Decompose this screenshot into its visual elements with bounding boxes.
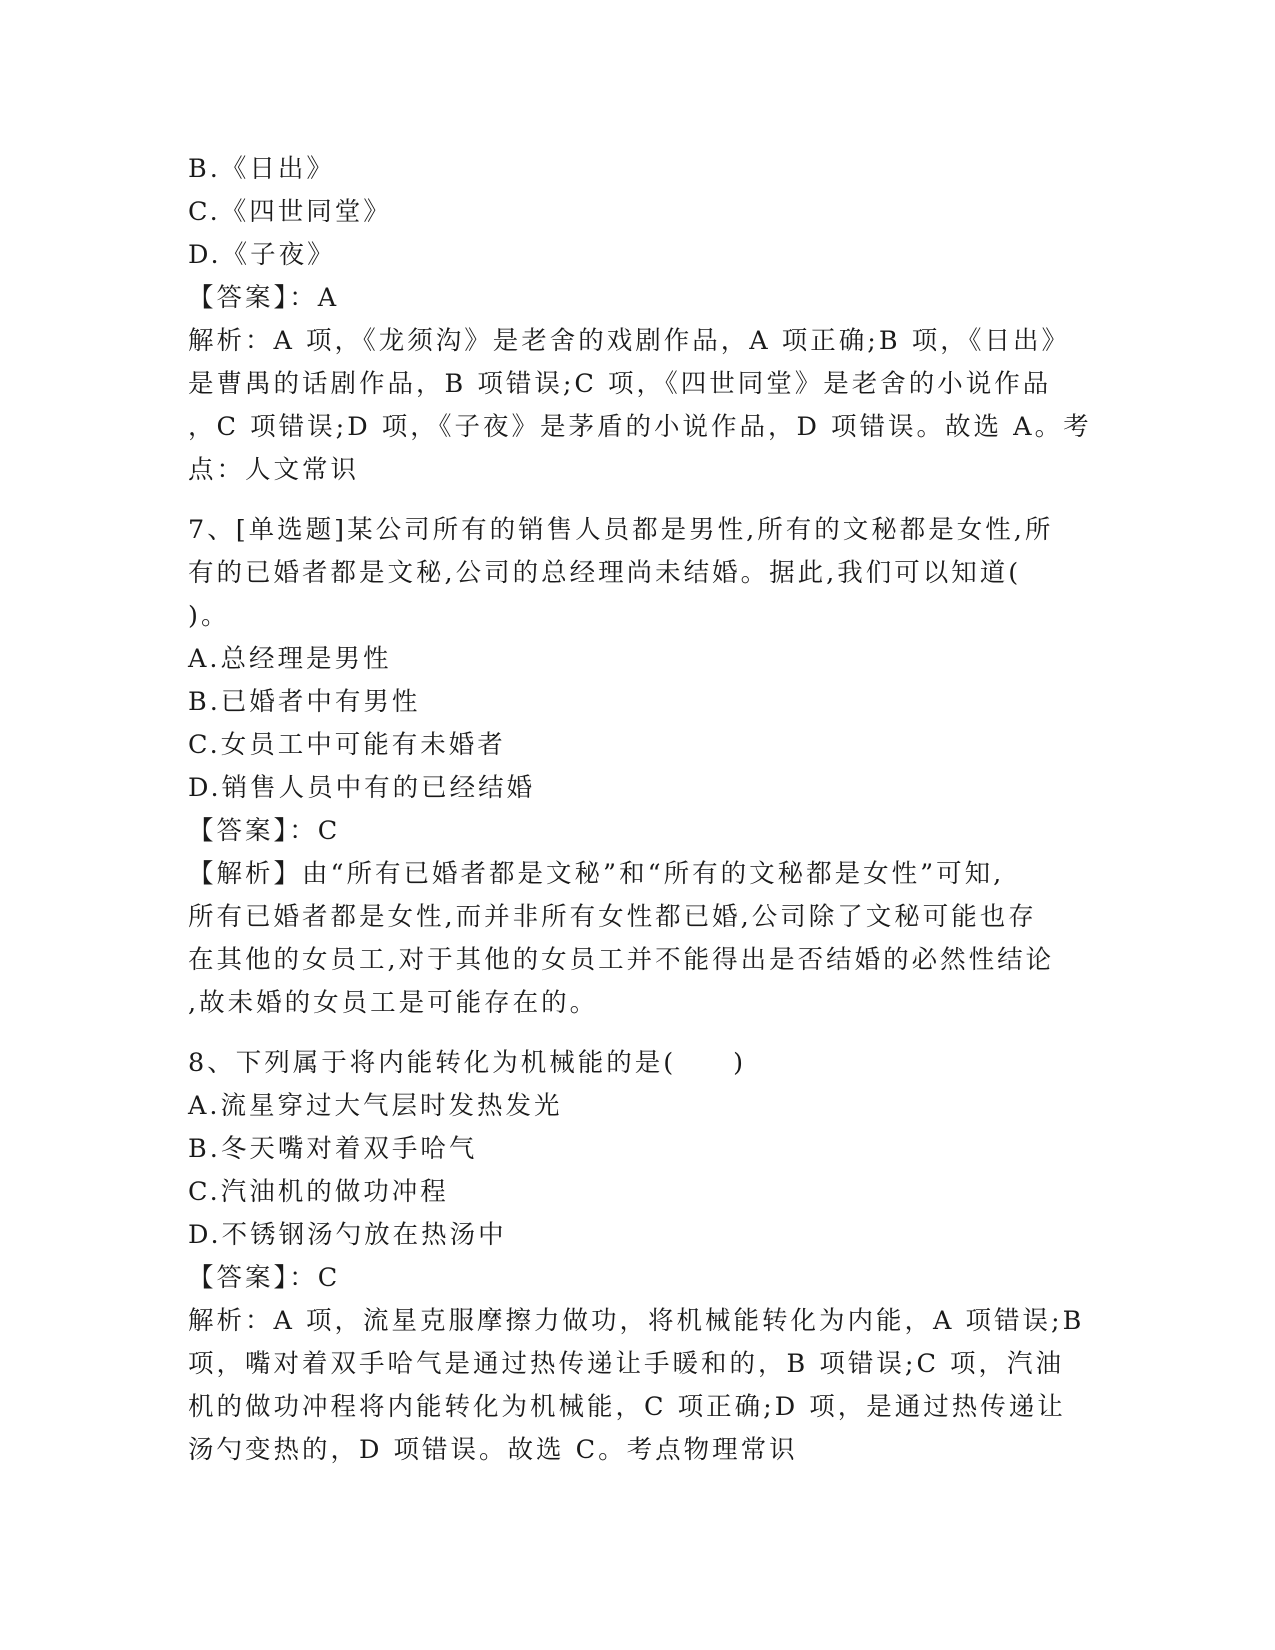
q7-analysis-line-4: ,故未婚的女员工是可能存在的。 <box>188 988 599 1018</box>
q8-analysis-line-2: 项，嘴对着双手哈气是通过热传递让手暖和的，B 项错误;C 项，汽油 <box>188 1349 1065 1379</box>
q6-option-c: C.《四世同堂》 <box>188 197 392 227</box>
q7-analysis-line-2: 所有已婚者都是女性,而并非所有女性都已婚,公司除了文秘可能也存 <box>188 902 1037 932</box>
q8-option-c: C.汽油机的做功冲程 <box>188 1177 449 1207</box>
q6-option-b: B.《日出》 <box>188 154 335 184</box>
q6-answer: 【答案】：A <box>188 283 340 313</box>
q6-option-d: D.《子夜》 <box>188 240 336 270</box>
q8-option-d: D.不锈钢汤勺放在热汤中 <box>188 1220 507 1250</box>
q7-analysis-line-1: 【解析】由“所有已婚者都是文秘”和“所有的文秘都是女性”可知, <box>188 859 1005 889</box>
q8-answer: 【答案】：C <box>188 1263 341 1293</box>
q7-option-d: D.销售人员中有的已经结婚 <box>188 773 536 803</box>
page-content <box>188 148 1092 1472</box>
q6-analysis-line-3: ，C 项错误;D 项，《子夜》是茅盾的小说作品，D 项错误。故选 A。考 <box>188 412 1092 442</box>
q8-option-b: B.冬天嘴对着双手哈气 <box>188 1134 478 1164</box>
q7-question-line-2: 有的已婚者都是文秘,公司的总经理尚未结婚。据此,我们可以知道( <box>188 558 1022 588</box>
q7-answer: 【答案】：C <box>188 816 341 846</box>
q7-question-line-3: )。 <box>188 601 230 631</box>
q7-question-line-1: 7、[单选题]某公司所有的销售人员都是男性,所有的文秘都是女性,所 <box>188 515 1054 545</box>
q6-analysis-line-4: 点：人文常识 <box>188 455 360 485</box>
section-gap <box>188 1025 1088 1042</box>
q7-option-c: C.女员工中可能有未婚者 <box>188 730 506 760</box>
q7-analysis-line-3: 在其他的女员工,对于其他的女员工并不能得出是否结婚的必然性结论 <box>188 945 1055 975</box>
q8-question-line-1: 8、下列属于将内能转化为机械能的是( ) <box>188 1048 747 1078</box>
q8-analysis-line-4: 汤勺变热的，D 项错误。故选 C。考点物理常识 <box>188 1435 798 1465</box>
q7-option-a: A.总经理是男性 <box>188 644 392 674</box>
q8-option-a: A.流星穿过大气层时发热发光 <box>188 1091 563 1121</box>
section-gap <box>188 492 1088 509</box>
q8-analysis-line-3: 机的做功冲程将内能转化为机械能，C 项正确;D 项，是通过热传递让 <box>188 1392 1066 1422</box>
q6-analysis-line-2: 是曹禺的话剧作品，B 项错误;C 项，《四世同堂》是老舍的小说作品 <box>188 369 1052 399</box>
q7-option-b: B.已婚者中有男性 <box>188 687 421 717</box>
q8-analysis-line-1: 解析：A 项，流星克服摩擦力做功，将机械能转化为内能，A 项错误;B <box>188 1306 1085 1336</box>
q6-analysis-line-1: 解析：A 项，《龙须沟》是老舍的戏剧作品，A 项正确;B 项，《日出》 <box>188 326 1070 356</box>
